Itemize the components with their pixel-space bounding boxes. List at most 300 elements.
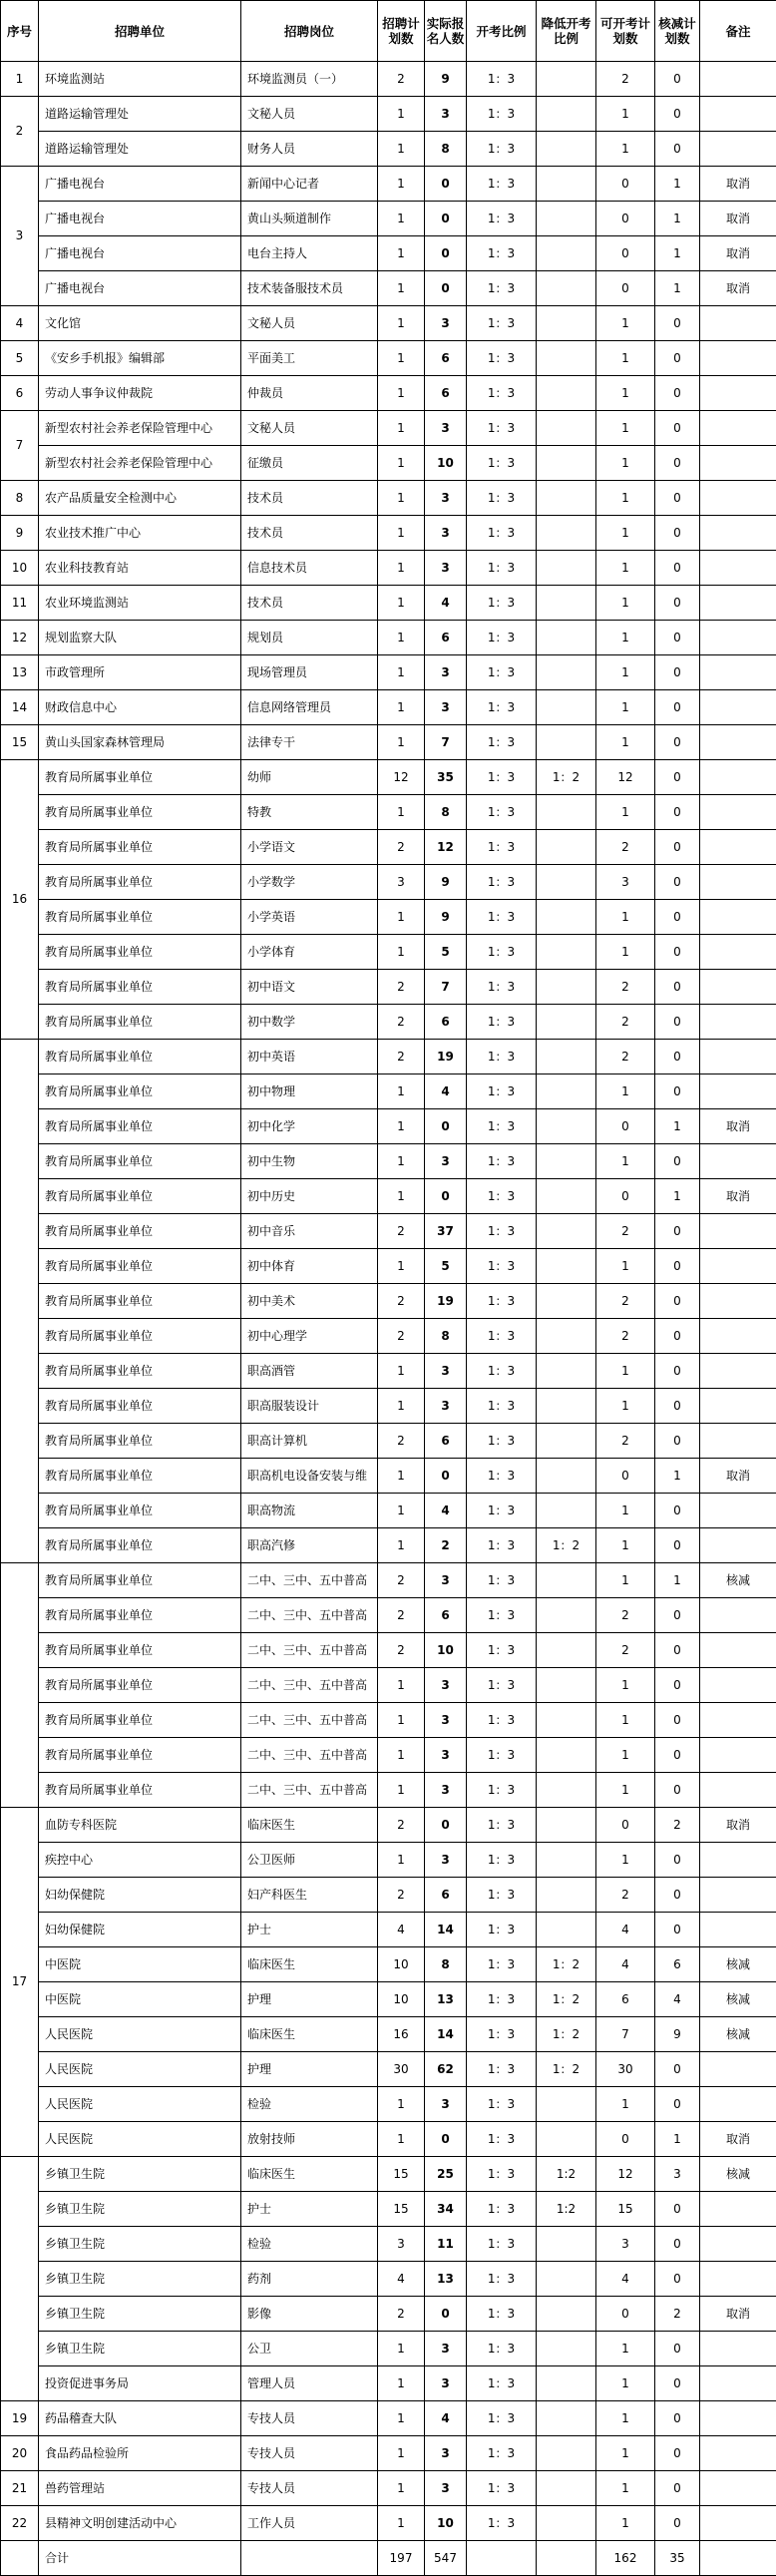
cell-open-plan: 1: [596, 1703, 655, 1738]
cell-ratio: 1：3: [467, 760, 537, 795]
cell-lowered-ratio: [537, 2087, 596, 2122]
cell-open-plan: 2: [596, 1633, 655, 1668]
table-row: [1, 655, 776, 690]
cell-seq: 9: [1, 516, 39, 551]
cell-plan: 10: [378, 1982, 425, 2017]
header-unit: 招聘单位: [39, 1, 241, 62]
cell-applied: 7: [425, 725, 467, 760]
cell-cut-plan: 0: [655, 2366, 700, 2401]
cell-plan: 1: [378, 2087, 425, 2122]
cell-cut-plan: 0: [655, 795, 700, 830]
table-row: [1, 1494, 776, 1528]
cell-post: 初中物理: [241, 1074, 378, 1109]
cell-lowered-ratio: [537, 1249, 596, 1284]
cell-applied: 3: [425, 551, 467, 586]
cell-applied: 6: [425, 1005, 467, 1040]
cell-post: 工作人员: [241, 2506, 378, 2541]
table-row: [1, 1074, 776, 1109]
cell-open-plan: 1: [596, 1668, 655, 1703]
total-cut-plan: 35: [655, 2541, 700, 2576]
cell-cut-plan: 0: [655, 2227, 700, 2262]
table-row: [1, 411, 776, 446]
cell-cut-plan: 0: [655, 1319, 700, 1354]
cell-cut-plan: 0: [655, 1843, 700, 1878]
cell-cut-plan: 0: [655, 516, 700, 551]
cell-open-plan: 1: [596, 2401, 655, 2436]
cell-lowered-ratio: [537, 690, 596, 725]
cell-post: 幼师: [241, 760, 378, 795]
cell-post: 二中、三中、五中普高: [241, 1598, 378, 1633]
cell-note: [700, 132, 776, 167]
cell-lowered-ratio: [537, 2227, 596, 2262]
cell-applied: 0: [425, 1179, 467, 1214]
cell-note: [700, 1005, 776, 1040]
cell-unit: 人民医院: [39, 2122, 241, 2157]
table-row: [1, 481, 776, 516]
cell-ratio: 1：3: [467, 1005, 537, 1040]
cell-note: [700, 516, 776, 551]
table-row: [1, 1703, 776, 1738]
cell-lowered-ratio: [537, 1459, 596, 1494]
cell-ratio: 1：3: [467, 2262, 537, 2297]
cell-note: [700, 446, 776, 481]
cell-applied: 0: [425, 2122, 467, 2157]
cell-note: [700, 1773, 776, 1808]
cell-open-plan: 2: [596, 1005, 655, 1040]
cell-post: 小学数学: [241, 865, 378, 900]
cell-open-plan: 4: [596, 1947, 655, 1982]
cell-ratio: 1：3: [467, 132, 537, 167]
cell-note: [700, 1354, 776, 1389]
cell-applied: 13: [425, 1982, 467, 2017]
cell-cut-plan: 1: [655, 271, 700, 306]
cell-note: [700, 2401, 776, 2436]
cell-open-plan: 2: [596, 1214, 655, 1249]
cell-unit: 农业环境监测站: [39, 586, 241, 621]
cell-seq: 3: [1, 167, 39, 306]
cell-plan: 2: [378, 1319, 425, 1354]
cell-unit: 广播电视台: [39, 202, 241, 236]
cell-ratio: 1：3: [467, 341, 537, 376]
cell-cut-plan: 4: [655, 1982, 700, 2017]
cell-post: 药剂: [241, 2262, 378, 2297]
cell-note: [700, 2192, 776, 2227]
total-label: 合计: [39, 2541, 241, 2576]
cell-post: 护理: [241, 2052, 378, 2087]
cell-cut-plan: 0: [655, 2052, 700, 2087]
cell-ratio: 1：3: [467, 1633, 537, 1668]
cell-ratio: 1：3: [467, 167, 537, 202]
cell-post: 环境监测员（一）: [241, 62, 378, 97]
cell-unit: 教育局所属事业单位: [39, 1354, 241, 1389]
cell-seq: 22: [1, 2506, 39, 2541]
total-spacer: [1, 2541, 39, 2576]
cell-post: 文秘人员: [241, 97, 378, 132]
cell-open-plan: 1: [596, 1773, 655, 1808]
cell-cut-plan: 0: [655, 2506, 700, 2541]
cell-note: [700, 1389, 776, 1424]
cell-post: 二中、三中、五中普高: [241, 1703, 378, 1738]
cell-plan: 1: [378, 306, 425, 341]
cell-cut-plan: 0: [655, 1773, 700, 1808]
table-row: [1, 2471, 776, 2506]
table-row: [1, 1913, 776, 1947]
cell-lowered-ratio: [537, 551, 596, 586]
cell-lowered-ratio: [537, 481, 596, 516]
cell-post: 临床医生: [241, 2017, 378, 2052]
cell-unit: 教育局所属事业单位: [39, 1563, 241, 1598]
cell-applied: 3: [425, 1703, 467, 1738]
cell-unit: 规划监察大队: [39, 621, 241, 655]
cell-cut-plan: 0: [655, 1633, 700, 1668]
cell-unit: 中医院: [39, 1947, 241, 1982]
cell-unit: 乡镇卫生院: [39, 2157, 241, 2192]
cell-cut-plan: 0: [655, 1074, 700, 1109]
cell-ratio: 1：3: [467, 1284, 537, 1319]
cell-post: 电台主持人: [241, 236, 378, 271]
cell-open-plan: 1: [596, 1563, 655, 1598]
cell-unit: 人民医院: [39, 2017, 241, 2052]
cell-lowered-ratio: [537, 1773, 596, 1808]
cell-note: 核减: [700, 1947, 776, 1982]
cell-post: 技术员: [241, 481, 378, 516]
cell-plan: 2: [378, 1808, 425, 1843]
cell-note: [700, 1249, 776, 1284]
cell-unit: 教育局所属事业单位: [39, 970, 241, 1005]
cell-applied: 9: [425, 62, 467, 97]
cell-lowered-ratio: [537, 97, 596, 132]
cell-open-plan: 1: [596, 97, 655, 132]
table-row: [1, 1982, 776, 2017]
cell-unit: 乡镇卫生院: [39, 2227, 241, 2262]
cell-seq: [1, 1040, 39, 1563]
cell-applied: 25: [425, 2157, 467, 2192]
cell-cut-plan: 0: [655, 1668, 700, 1703]
cell-cut-plan: 0: [655, 1598, 700, 1633]
cell-cut-plan: 6: [655, 1947, 700, 1982]
cell-plan: 2: [378, 2297, 425, 2332]
cell-unit: 中医院: [39, 1982, 241, 2017]
cell-post: 现场管理员: [241, 655, 378, 690]
cell-applied: 62: [425, 2052, 467, 2087]
cell-applied: 0: [425, 2297, 467, 2332]
cell-lowered-ratio: [537, 411, 596, 446]
cell-open-plan: 0: [596, 1179, 655, 1214]
cell-unit: 道路运输管理处: [39, 97, 241, 132]
cell-post: 初中语文: [241, 970, 378, 1005]
cell-plan: 1: [378, 1738, 425, 1773]
cell-ratio: 1：3: [467, 1668, 537, 1703]
cell-applied: 10: [425, 2506, 467, 2541]
cell-open-plan: 2: [596, 1284, 655, 1319]
cell-cut-plan: 0: [655, 341, 700, 376]
cell-ratio: 1：3: [467, 202, 537, 236]
cell-open-plan: 1: [596, 411, 655, 446]
table-row: [1, 1109, 776, 1144]
cell-plan: 1: [378, 621, 425, 655]
cell-open-plan: 12: [596, 760, 655, 795]
cell-lowered-ratio: [537, 306, 596, 341]
cell-lowered-ratio: [537, 1074, 596, 1109]
cell-open-plan: 1: [596, 900, 655, 935]
cell-open-plan: 2: [596, 1598, 655, 1633]
cell-applied: 37: [425, 1214, 467, 1249]
cell-open-plan: 4: [596, 2262, 655, 2297]
table-row: [1, 900, 776, 935]
cell-applied: 3: [425, 2087, 467, 2122]
cell-unit: 妇幼保健院: [39, 1878, 241, 1913]
cell-cut-plan: 0: [655, 2192, 700, 2227]
cell-cut-plan: 0: [655, 655, 700, 690]
cell-lowered-ratio: 1：2: [537, 760, 596, 795]
table-row: [1, 2297, 776, 2332]
cell-note: 取消: [700, 202, 776, 236]
cell-unit: 劳动人事争议仲裁院: [39, 376, 241, 411]
cell-lowered-ratio: [537, 1633, 596, 1668]
cell-ratio: 1：3: [467, 2366, 537, 2401]
cell-applied: 3: [425, 2436, 467, 2471]
cell-unit: 乡镇卫生院: [39, 2332, 241, 2366]
cell-open-plan: 1: [596, 516, 655, 551]
cell-unit: 环境监测站: [39, 62, 241, 97]
cell-cut-plan: 1: [655, 1109, 700, 1144]
cell-lowered-ratio: [537, 1214, 596, 1249]
cell-lowered-ratio: [537, 1494, 596, 1528]
cell-applied: 6: [425, 341, 467, 376]
cell-unit: 农业科技教育站: [39, 551, 241, 586]
cell-plan: 2: [378, 970, 425, 1005]
cell-seq: 15: [1, 725, 39, 760]
cell-post: 技术员: [241, 516, 378, 551]
cell-seq: 1: [1, 62, 39, 97]
cell-open-plan: 1: [596, 690, 655, 725]
cell-lowered-ratio: [537, 62, 596, 97]
cell-unit: 教育局所属事业单位: [39, 795, 241, 830]
cell-lowered-ratio: [537, 236, 596, 271]
total-empty: [467, 2541, 537, 2576]
cell-plan: 1: [378, 1668, 425, 1703]
cell-cut-plan: 0: [655, 1528, 700, 1563]
cell-lowered-ratio: [537, 1319, 596, 1354]
cell-unit: 教育局所属事业单位: [39, 935, 241, 970]
cell-seq: [1, 1563, 39, 1808]
cell-lowered-ratio: [537, 132, 596, 167]
cell-lowered-ratio: [537, 1843, 596, 1878]
table-row: [1, 2087, 776, 2122]
cell-ratio: 1：3: [467, 2157, 537, 2192]
cell-lowered-ratio: [537, 1563, 596, 1598]
cell-post: 二中、三中、五中普高: [241, 1633, 378, 1668]
header-post: 招聘岗位: [241, 1, 378, 62]
cell-note: 取消: [700, 1179, 776, 1214]
table-row: [1, 1144, 776, 1179]
cell-plan: 2: [378, 1284, 425, 1319]
cell-cut-plan: 0: [655, 446, 700, 481]
cell-open-plan: 3: [596, 865, 655, 900]
cell-post: 职高物流: [241, 1494, 378, 1528]
table-row: [1, 1563, 776, 1598]
cell-plan: 1: [378, 1703, 425, 1738]
cell-applied: 3: [425, 2366, 467, 2401]
table-row: [1, 1249, 776, 1284]
cell-unit: 广播电视台: [39, 167, 241, 202]
cell-ratio: 1：3: [467, 1249, 537, 1284]
cell-ratio: 1：3: [467, 1179, 537, 1214]
cell-post: 信息网络管理员: [241, 690, 378, 725]
cell-lowered-ratio: 1：2: [537, 1947, 596, 1982]
cell-lowered-ratio: [537, 446, 596, 481]
cell-cut-plan: 0: [655, 481, 700, 516]
cell-lowered-ratio: [537, 341, 596, 376]
cell-plan: 2: [378, 1598, 425, 1633]
table-row: [1, 2227, 776, 2262]
cell-plan: 1: [378, 1843, 425, 1878]
table-row: [1, 1598, 776, 1633]
cell-note: 核减: [700, 2017, 776, 2052]
cell-plan: 1: [378, 2366, 425, 2401]
cell-post: 小学体育: [241, 935, 378, 970]
table-row: [1, 1179, 776, 1214]
table-row: [1, 1319, 776, 1354]
cell-cut-plan: 3: [655, 2157, 700, 2192]
table-row: [1, 306, 776, 341]
cell-cut-plan: 9: [655, 2017, 700, 2052]
cell-plan: 15: [378, 2192, 425, 2227]
cell-applied: 3: [425, 1773, 467, 1808]
cell-seq: 17: [1, 1808, 39, 2157]
cell-cut-plan: 0: [655, 970, 700, 1005]
cell-seq: 11: [1, 586, 39, 621]
table-row: [1, 271, 776, 306]
table-row: [1, 341, 776, 376]
cell-note: 核减: [700, 2157, 776, 2192]
cell-lowered-ratio: [537, 1040, 596, 1074]
cell-note: [700, 1284, 776, 1319]
cell-unit: 农业技术推广中心: [39, 516, 241, 551]
cell-note: [700, 1144, 776, 1179]
cell-ratio: 1：3: [467, 1424, 537, 1459]
cell-plan: 1: [378, 900, 425, 935]
cell-open-plan: 7: [596, 2017, 655, 2052]
cell-note: [700, 1668, 776, 1703]
cell-ratio: 1：3: [467, 271, 537, 306]
cell-lowered-ratio: [537, 516, 596, 551]
cell-open-plan: 1: [596, 1843, 655, 1878]
header-applied: 实际报名人数: [425, 1, 467, 62]
cell-lowered-ratio: [537, 1424, 596, 1459]
cell-unit: 道路运输管理处: [39, 132, 241, 167]
cell-note: [700, 1598, 776, 1633]
cell-plan: 1: [378, 411, 425, 446]
cell-ratio: 1：3: [467, 1074, 537, 1109]
cell-note: [700, 1633, 776, 1668]
cell-lowered-ratio: [537, 2366, 596, 2401]
cell-lowered-ratio: [537, 2122, 596, 2157]
cell-note: [700, 1424, 776, 1459]
cell-plan: 1: [378, 167, 425, 202]
cell-cut-plan: 0: [655, 621, 700, 655]
table-row: [1, 1528, 776, 1563]
cell-unit: 教育局所属事业单位: [39, 1668, 241, 1703]
cell-note: [700, 655, 776, 690]
cell-lowered-ratio: 1:2: [537, 2192, 596, 2227]
cell-plan: 16: [378, 2017, 425, 2052]
cell-plan: 2: [378, 1633, 425, 1668]
cell-lowered-ratio: [537, 2332, 596, 2366]
table-row: [1, 236, 776, 271]
cell-cut-plan: 0: [655, 1389, 700, 1424]
table-row: [1, 516, 776, 551]
cell-applied: 9: [425, 865, 467, 900]
cell-note: 核减: [700, 1982, 776, 2017]
cell-applied: 5: [425, 935, 467, 970]
cell-lowered-ratio: [537, 970, 596, 1005]
header-open-plan: 可开考计划数: [596, 1, 655, 62]
cell-lowered-ratio: [537, 795, 596, 830]
cell-open-plan: 12: [596, 2157, 655, 2192]
header-plan: 招聘计划数: [378, 1, 425, 62]
table-row: [1, 2157, 776, 2192]
cell-plan: 1: [378, 551, 425, 586]
cell-note: [700, 1843, 776, 1878]
cell-note: [700, 2506, 776, 2541]
total-plan: 197: [378, 2541, 425, 2576]
table-row: [1, 830, 776, 865]
cell-cut-plan: 0: [655, 2471, 700, 2506]
cell-note: [700, 1878, 776, 1913]
cell-ratio: 1：3: [467, 586, 537, 621]
cell-unit: 药品稽查大队: [39, 2401, 241, 2436]
cell-post: 仲裁员: [241, 376, 378, 411]
cell-cut-plan: 0: [655, 1354, 700, 1389]
cell-lowered-ratio: [537, 1284, 596, 1319]
cell-post: 初中历史: [241, 1179, 378, 1214]
cell-note: [700, 306, 776, 341]
cell-applied: 3: [425, 516, 467, 551]
cell-seq: [1, 2157, 39, 2401]
cell-cut-plan: 0: [655, 2401, 700, 2436]
cell-applied: 4: [425, 586, 467, 621]
cell-cut-plan: 0: [655, 900, 700, 935]
cell-plan: 1: [378, 795, 425, 830]
cell-note: [700, 341, 776, 376]
cell-open-plan: 2: [596, 1319, 655, 1354]
cell-note: 取消: [700, 1109, 776, 1144]
cell-open-plan: 1: [596, 2332, 655, 2366]
cell-applied: 35: [425, 760, 467, 795]
table-row: [1, 1354, 776, 1389]
cell-unit: 新型农村社会养老保险管理中心: [39, 446, 241, 481]
cell-ratio: 1：3: [467, 1389, 537, 1424]
cell-applied: 4: [425, 1494, 467, 1528]
cell-applied: 14: [425, 2017, 467, 2052]
cell-applied: 8: [425, 132, 467, 167]
table-row: [1, 1808, 776, 1843]
cell-cut-plan: 2: [655, 1808, 700, 1843]
table-header-row: [1, 1, 776, 62]
table-row: [1, 202, 776, 236]
cell-cut-plan: 0: [655, 62, 700, 97]
table-row: [1, 725, 776, 760]
cell-plan: 1: [378, 97, 425, 132]
cell-plan: 1: [378, 690, 425, 725]
cell-post: 放射技师: [241, 2122, 378, 2157]
header-ratio: 开考比例: [467, 1, 537, 62]
cell-unit: 妇幼保健院: [39, 1913, 241, 1947]
cell-ratio: 1：3: [467, 1494, 537, 1528]
cell-ratio: 1：3: [467, 2297, 537, 2332]
cell-plan: 2: [378, 1005, 425, 1040]
